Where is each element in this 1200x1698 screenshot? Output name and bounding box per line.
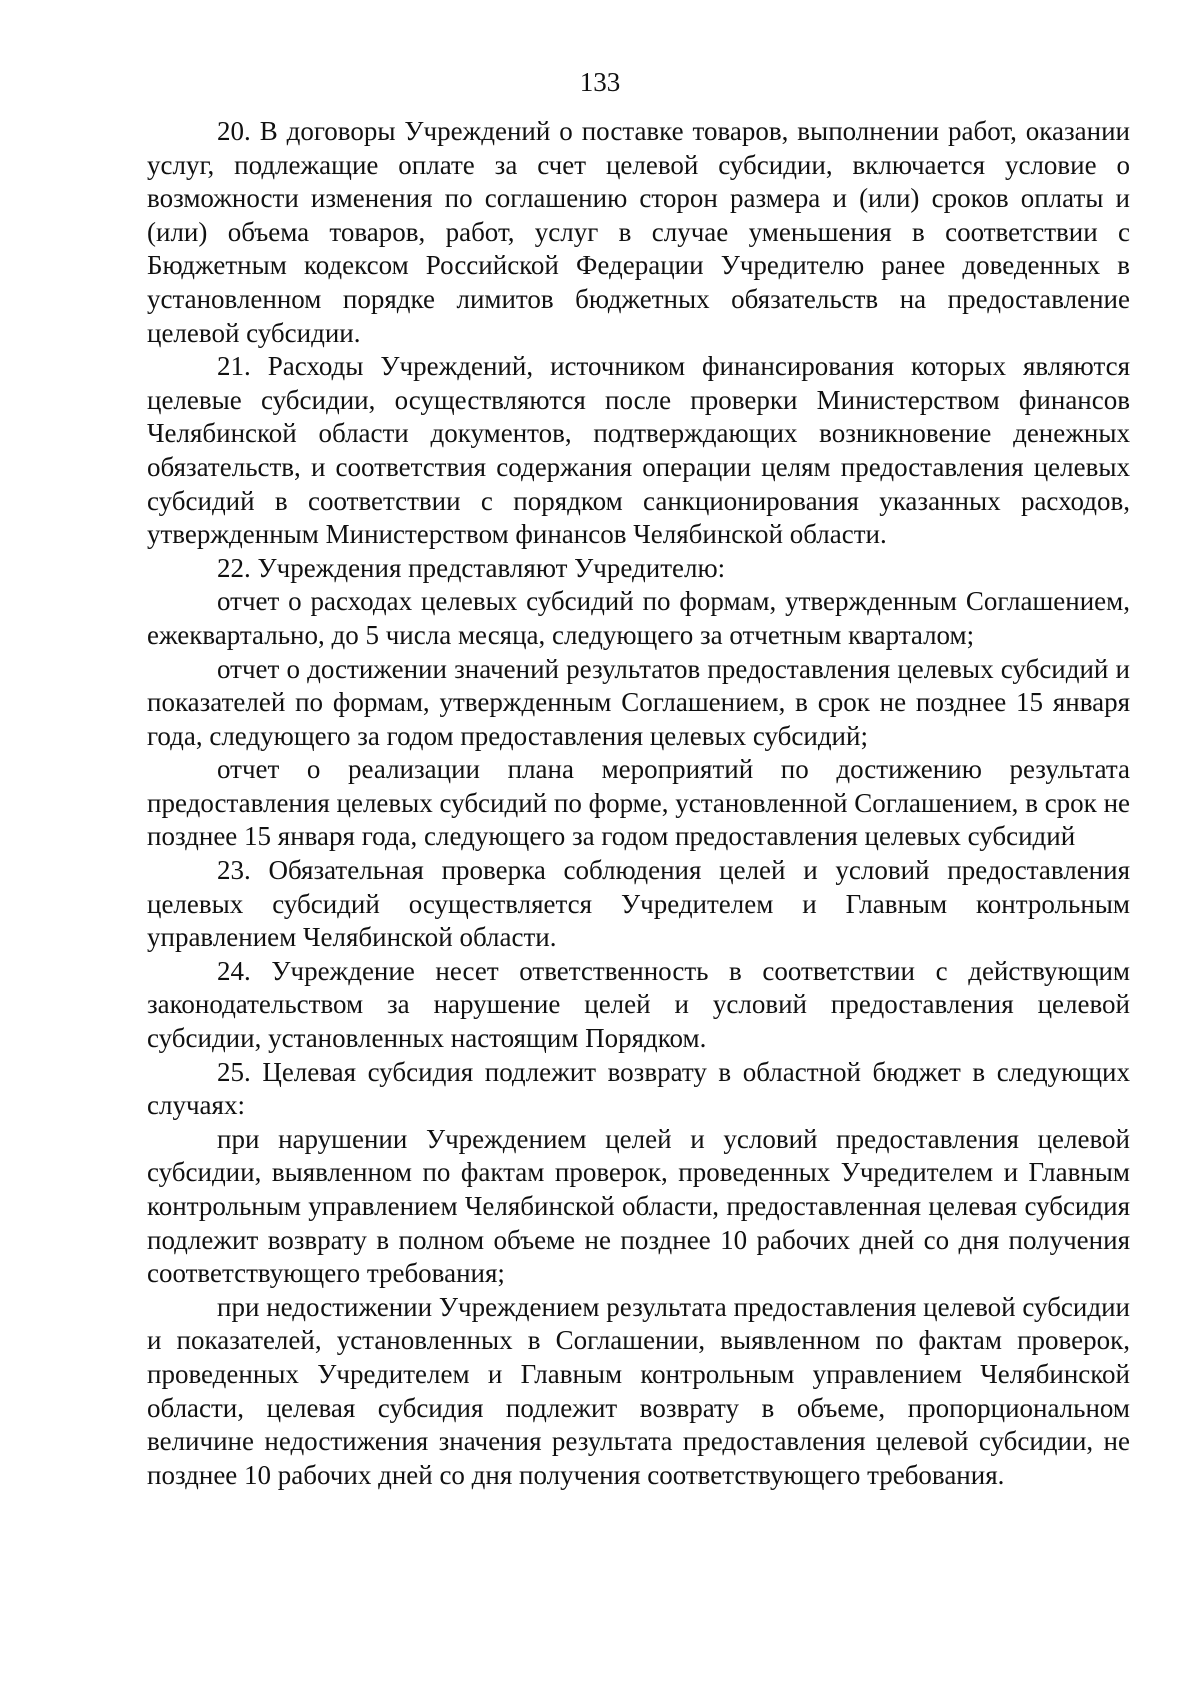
paragraph-24: 24. Учреждение несет ответственность в соответствии с действующим законодательством за нарушение целей и условий предоставления целевой субсидии, установленных настоящим Порядком. (147, 955, 1130, 1054)
paragraph-22-item-3: отчет о реализации плана мероприятий по достижению результата предоставления целевых субсидий по форме, установленной Соглашением, в срок не позднее 15 января года, следующего за годом предоставления целевых субсидий (147, 754, 1130, 852)
paragraph-22-item-2: отчет о достижении значений результатов предоставления целевых субсидий и показателей по формам, утвержденным Соглашением, в срок не позднее 15 января года, следующего за годом предоставления целевых субсидий; (147, 653, 1130, 751)
paragraph-22: 22. Учреждения представляют Учредителю: (217, 552, 726, 583)
paragraph-23: 23. Обязательная проверка соблюдения целей и условий предоставления целевых субсидий осуществляется Учредителем и Главным контрольным управлением Челябинской области. (147, 855, 1130, 953)
paragraph-22-item-1: отчет о расходах целевых субсидий по формам, утвержденным Соглашением, ежеквартально, до 5 числа месяца, следующего за отчетным кварталом; (147, 586, 1130, 650)
paragraph-21: 21. Расходы Учреждений, источником финансирования которых являются целевые субсидии, осуществляются после проверки Министерством финансов Челябинской области документов, подтверждающих возникновение денежных обязательств, и соответствия содержания операции целям предоставления целевых субсидий в соответствии с порядком санкционирования указанных расходов, утвержденным Министерством финансов Челябинской области. (147, 351, 1130, 550)
page-number: 133 (579, 67, 621, 97)
document-body (147, 115, 1130, 1492)
paragraph-25-item-2: при недостижении Учреждением результата предоставления целевой субсидии и показателей, установленных в Соглашении, выявленном по фактам проверок, проведенных Учредителем и Главным контрольным управлением Челябинской области, целевая субсидия подлежит возврату в объеме, пропорциональном величине недостижения значения результата предоставления целевой субсидии, не позднее 10 рабочих дней со дня получения соответствующего требования. (147, 1291, 1130, 1490)
paragraph-20: 20. В договоры Учреждений о поставке товаров, выполнении работ, оказании услуг, подлежащие оплате за счет целевой субсидии, включается условие о возможности изменения по соглашению сторон размера и (или) сроков оплаты и (или) объема товаров, работ, услуг в случае уменьшения в соответствии с Бюджетным кодексом Российской Федерации Учредителю ранее доведенных в установленном порядке лимитов бюджетных обязательств на предоставление целевой субсидии. (147, 116, 1130, 348)
paragraph-25-item-1: при нарушении Учреждением целей и условий предоставления целевой субсидии, выявленном по фактам проверок, проведенных Учредителем и Главным контрольным управлением Челябинской области, предоставленная целевая субсидия подлежит возврату в полном объеме не позднее 10 рабочих дней со дня получения соответствующего требования; (147, 1123, 1130, 1289)
paragraph-25: 25. Целевая субсидия подлежит возврату в областной бюджет в следующих случаях: (147, 1056, 1130, 1121)
